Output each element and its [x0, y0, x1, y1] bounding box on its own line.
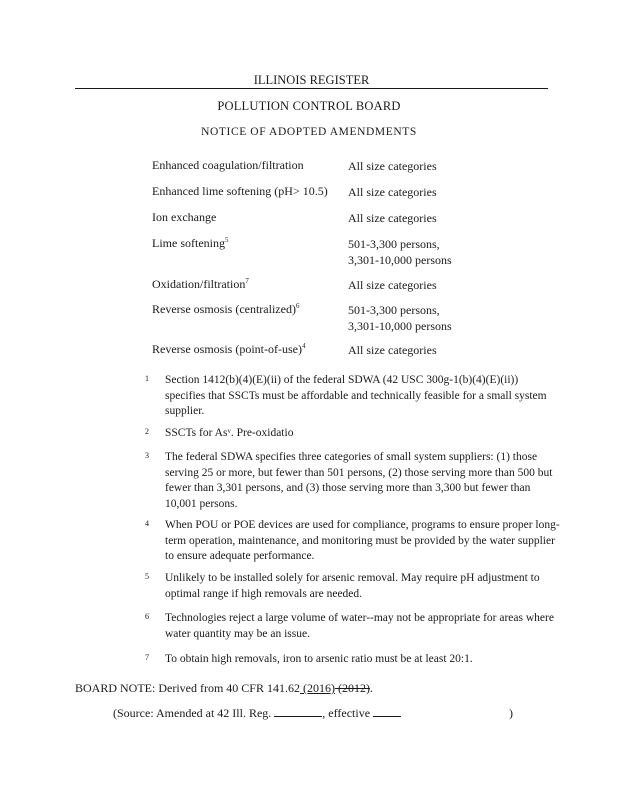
size-category: All size categories [348, 211, 437, 225]
technology-name: Oxidation/filtration$^7$ [152, 277, 249, 291]
size-category: All size categories [348, 343, 437, 357]
footnote-number: 3 [145, 451, 149, 460]
register-blank [274, 706, 322, 717]
footnote-number: 1 [145, 374, 149, 383]
footnote-ref: 4 [301, 342, 306, 350]
board-note: BOARD NOTE: Derived from 40 CFR 141.62 (2016) (2012). [75, 681, 373, 695]
board-title: POLLUTION CONTROL BOARD [217, 99, 401, 113]
footnote-ref: 7 [245, 277, 249, 285]
size-category: 501-3,300 persons, 3,301-10,000 persons [348, 303, 452, 333]
footnote-number: 5 [145, 572, 149, 581]
footnote-text: Unlikely to be installed solely for arsenic removal. May require pH adjustment to optimal range if high removals are needed. [165, 572, 540, 600]
technology-name: Enhanced coagulation/filtration [152, 158, 304, 172]
footnote-text: Section 1412(b)(4)(E)(ii) of the federal SDWA (42 USC 300g-1(b)(4)(E)(ii)) specifies that SSCTs must be affordable and technically feasible for a small system supplier. [165, 374, 547, 417]
footnote-number: 7 [145, 653, 149, 662]
technology-name: Reverse osmosis (centralized)$^6$ [152, 302, 300, 316]
inserted-text: (2016) [300, 681, 335, 695]
deleted-text: (2012) [335, 681, 370, 695]
notice-title: NOTICE OF ADOPTED AMENDMENTS [201, 126, 417, 138]
size-category: 501-3,300 persons, 3,301-10,000 persons [348, 237, 452, 267]
effective-date-blank [373, 706, 401, 717]
technology-name: Lime softening$^5$ [152, 236, 229, 250]
footnote-number: 2 [145, 427, 149, 436]
technology-name: Ion exchange [152, 210, 217, 224]
size-category: All size categories [348, 159, 437, 173]
footnote-ref: 5 [224, 236, 229, 244]
source-line: (Source: Amended at 42 Ill. Reg. , effective ) [113, 706, 513, 720]
footnote-text: When POU or POE devices are used for compliance, programs to ensure proper long-term operation, maintenance, and monitoring must be provided by the water supplier to ensure adequate performance. [165, 519, 560, 562]
footnote-number: 4 [145, 519, 149, 528]
size-category: All size categories [348, 278, 437, 292]
footnote-text: SSCTs for Asᵛ. Pre-oxidatio [165, 427, 294, 439]
technology-name: Enhanced lime softening (pH> 10.5) [152, 184, 328, 198]
size-category: All size categories [348, 185, 437, 199]
footnote-ref: 6 [295, 302, 300, 310]
footnote-text: Technologies reject a large volume of water--may not be appropriate for areas where water quantity may be an issue. [165, 612, 554, 640]
technology-name: Reverse osmosis (point-of-use)$^4$ [152, 342, 306, 356]
footnote-text: To obtain high removals, iron to arsenic ratio must be at least 20:1. [165, 653, 473, 665]
footnote-text: The federal SDWA specifies three categories of small system suppliers: (1) those serving 25 or more, but fewer than 501 persons, (2) those serving more than 500 but fewer than 3,301 persons, and (3) those serving more than 3,300 but fewer than 10,001 persons. [165, 451, 553, 510]
footnote-number: 6 [145, 612, 149, 621]
register-title: ILLINOIS REGISTER [253, 73, 370, 87]
register-header [75, 72, 548, 89]
